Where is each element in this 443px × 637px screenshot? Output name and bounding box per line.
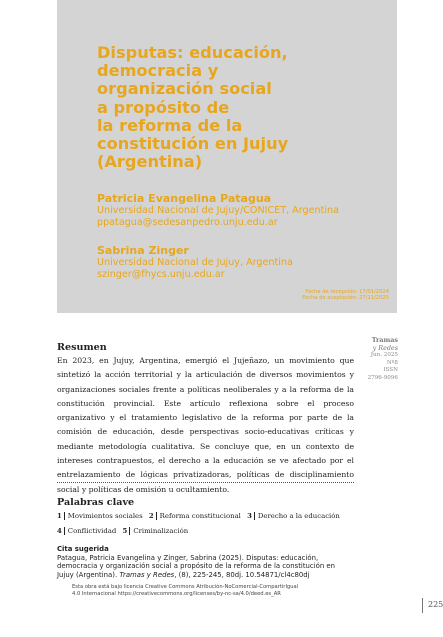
citation-journal: Tramas y Redes (119, 570, 175, 579)
accepted-date: Fecha de aceptación: 27/11/2025 (302, 295, 389, 302)
received-date: Fecha de recepción: 17/01/2024 (305, 289, 389, 295)
citation-line (57, 571, 357, 580)
divider (57, 482, 354, 483)
keyword-label: Conflictividad (67, 527, 117, 535)
title-line: democracia y (97, 61, 219, 81)
keyword-number: 3 (247, 512, 255, 520)
author-name: Patricia Evangelina Pataguа (97, 192, 272, 205)
license-notice (72, 584, 362, 598)
author-affiliation: Universidad Nacional de Jujuy, Argentina (97, 257, 293, 268)
keyword-item (149, 512, 241, 520)
keyword-item (57, 527, 116, 535)
journal-subtitle: y Redes (372, 343, 398, 352)
issn-label: ISSN (383, 367, 398, 374)
keyword-label: Derecho a la educación (257, 512, 340, 520)
citation-line: Pataguа, Patricia Evangelina y Zinger, Sabrina (2025). Disputas: educación, (57, 553, 319, 562)
keyword-number: 4 (57, 527, 65, 535)
keyword-label: Criminalización (133, 527, 189, 535)
journal-date: Jun. 2025 (370, 352, 398, 359)
author-affiliation: Universidad Nacional de Jujuy/CONICET, Argentina (97, 205, 339, 216)
title-line: constitución en Jujuy (97, 134, 289, 154)
author-email[interactable]: ppatagua@sedesanpedro.unju.edu.ar (97, 216, 278, 228)
keywords-heading: Palabras clave (57, 497, 135, 508)
license-line: Esta obra está bajo licencia Creative Commons Atribución-NoComercial-CompartirIgual (72, 584, 299, 590)
page-number-rule (422, 598, 423, 613)
keyword-number: 2 (149, 512, 157, 520)
journal-name: Tramas (371, 336, 398, 344)
author-email[interactable]: szinger@fhycs.unju.edu.ar (97, 268, 225, 280)
author-block-2 (97, 244, 387, 281)
journal-sidebar (366, 337, 398, 383)
page-number: 225 (428, 600, 443, 609)
citation-text: , (8), 225-245, 80dj. 10.54871/cl4c80dj (174, 570, 310, 579)
title-line: a propósito de (97, 97, 230, 117)
keywords-row (57, 527, 357, 542)
keywords-list (57, 512, 357, 542)
abstract-heading: Resumen (57, 342, 107, 353)
keyword-number: 1 (57, 512, 65, 520)
title-line: organización social (97, 79, 272, 99)
author-name: Sabrina Zinger (97, 244, 189, 257)
citation-label: Cita sugerida (57, 545, 109, 553)
keyword-item (57, 512, 143, 520)
keyword-label: Movimientos sociales (67, 512, 143, 520)
license-line[interactable]: 4.0 Internacional https://creativecommons.org/licenses/by-nc-sa/4.0/deed.es_AR (72, 591, 281, 597)
author-block-1 (97, 192, 387, 229)
keyword-item (247, 512, 340, 520)
article-dates (302, 289, 389, 302)
title-line: (Argentina) (97, 152, 203, 172)
keywords-row (57, 512, 357, 527)
citation-text: Jujuy (Argentina). (57, 570, 120, 579)
citation-line: democracia y organización social a propósito de la reforma de la constitución en (57, 562, 336, 571)
suggested-citation (57, 545, 357, 579)
title-line: Disputas: educación, (97, 43, 288, 62)
keyword-number: 5 (123, 527, 131, 535)
keyword-item (123, 527, 189, 535)
journal-issue: Nº8 (386, 359, 398, 366)
keyword-label: Reforma constitucional (159, 512, 241, 520)
title-line: la reforma de la (97, 115, 243, 135)
article-title (97, 44, 377, 171)
issn-number: 2796-9096 (367, 374, 398, 381)
abstract-text: En 2023, en Jujuy, Argentina, emergió el Jujeñazo, un movimiento que sintetizó la acción territorial y la articulación de diversos movimientos y organizaciones sociales frente a políticas neoliberales y a la reforma de la constitución provincial. Este artículo reflexiona sobre el proceso organizativo y el tratamiento legislativo de la reforma por parte de la comisión de educación, desde perspectivas socio-educativas críticas y mediante metodología cualitativa. Se concluye que, en un contexto de intereses contrapuestos, el derecho a la educación se ve afectado por el entrelazamiento de lógicas privatizadoras, políticas de disciplinamiento social y políticas de omisión u ocultamiento. (57, 356, 354, 494)
